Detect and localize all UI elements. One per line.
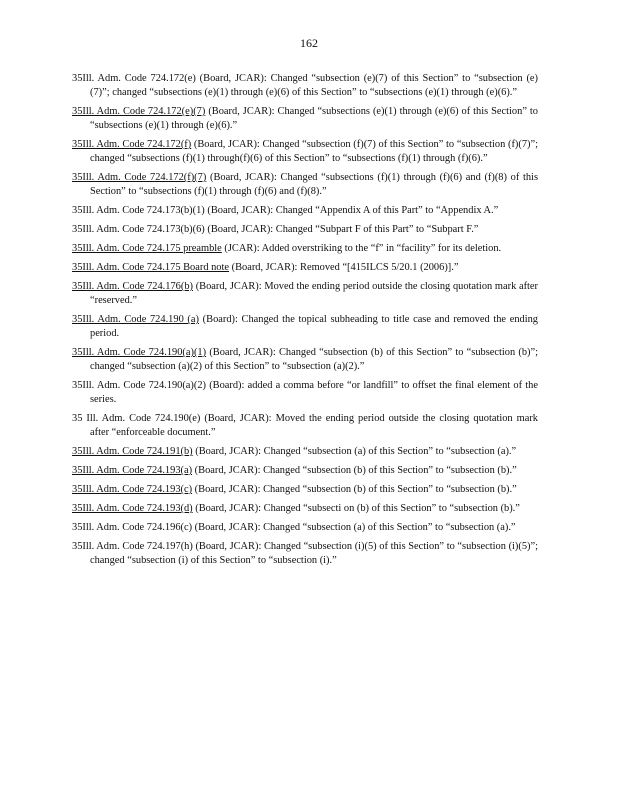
- list-item: [72, 72, 538, 100]
- page-number: 162: [300, 36, 318, 50]
- entry-text: (Board, JCAR): Changed “subsection (b) of this Section” to “subsection (b).”: [194, 484, 517, 495]
- entry-text: (Board, JCAR): Changed “subsection (b) of this Section” to “subsection (b)”; changed “subsection (a)(2) of this Section” to “subsection (a)(2).”: [90, 347, 538, 372]
- list-item: [72, 540, 538, 568]
- entry-citation: 35Ill. Adm. Code 724.196(c): [72, 522, 193, 533]
- list-item: [72, 280, 538, 308]
- entry-text: (Board, JCAR): Changed “subsections (e)(1) through (e)(6) of this Section” to “subsections (e)(1) through (e)(6).”: [90, 106, 539, 131]
- entry-citation: 35Ill. Adm. Code 724.197(h): [72, 541, 193, 552]
- entry-text: (Board, JCAR): Moved the ending period outside the closing quotation mark after “reserved.”: [90, 281, 539, 306]
- entry-citation: 35Ill. Adm. Code 724.172(e)(7): [72, 106, 206, 117]
- entry-text: (Board, JCAR): Changed “subsections (f)(1) through (f)(6) and (f)(8) of this Section” to “subsections (f)(1) through (f)(6) and (f)(8).”: [90, 172, 538, 197]
- list-item: [72, 464, 538, 478]
- list-item: [72, 105, 538, 133]
- entry-text: (Board, JCAR): Changed “subsection (e)(7) of this Section” to “subsection (e)(7)”; changed “subsections (e)(1) through (e)(6) of this Section” to “subsections (e)(1) through (e)(6).”: [90, 73, 538, 98]
- entry-text: (Board): Changed the topical subheading to title case and removed the ending period.: [90, 314, 538, 339]
- list-item: [72, 242, 538, 256]
- entry-text: (Board, JCAR): Moved the ending period outside the closing quotation mark after “enforceable document.”: [90, 413, 538, 438]
- entry-citation: 35Ill. Adm. Code 724.175 Board note: [72, 262, 230, 273]
- list-item: [72, 171, 538, 199]
- entry-text: (Board, JCAR): Changed “subsection (f)(7) of this Section” to “subsection (f)(7)”; changed “subsections (f)(1) through(f)(6) of this Section” to “subsections (f)(1) through (f)(6).”: [90, 139, 538, 164]
- list-item: [72, 502, 538, 516]
- entry-citation: 35Ill. Adm. Code 724.193(a): [72, 465, 193, 476]
- entry-citation: 35Ill. Adm. Code 724.172(f)(7): [72, 172, 207, 183]
- entry-text: (Board, JCAR): Changed “subsection (b) of this Section” to “subsection (b).”: [194, 465, 517, 476]
- list-item: [72, 412, 538, 440]
- entry-citation: 35Ill. Adm. Code 724.190(a)(2): [72, 380, 206, 391]
- list-item: [72, 445, 538, 459]
- list-item: [72, 521, 538, 535]
- list-item: [72, 138, 538, 166]
- entry-citation: 35Ill. Adm. Code 724.173(b)(6): [72, 224, 205, 235]
- entry-text: (Board): added a comma before “or landfill” to offset the final element of the series.: [90, 380, 538, 405]
- entry-text: (Board, JCAR): Changed “Subpart F of this Part” to “Subpart F.”: [207, 224, 479, 235]
- entry-text: (Board, JCAR): Changed “Appendix A of this Part” to “Appendix A.”: [207, 205, 499, 216]
- entry-citation: 35Ill. Adm. Code 724.173(b)(1): [72, 205, 205, 216]
- list-item: [72, 483, 538, 497]
- list-item: [72, 223, 538, 237]
- entry-citation: 35Ill. Adm. Code 724.193(d): [72, 503, 193, 514]
- entry-citation: 35Ill. Adm. Code 724.190 (a): [72, 314, 199, 325]
- entry-citation: 35Ill. Adm. Code 724.172(f): [72, 139, 192, 150]
- entry-text: (Board, JCAR): Changed “subsecti on (b) of this Section” to “subsection (b).”: [195, 503, 520, 514]
- entry-citation: 35Ill. Adm. Code 724.191(b): [72, 446, 193, 457]
- list-item: [72, 204, 538, 218]
- entry-text: (Board, JCAR): Changed “subsection (a) of this Section” to “subsection (a).”: [195, 446, 517, 457]
- entry-citation: 35Ill. Adm. Code 724.190(a)(1): [72, 347, 207, 358]
- entry-text: (Board, JCAR): Changed “subsection (i)(5) of this Section” to “subsection (i)(5)”; changed “subsection (i) of this Section” to “subsection (i).”: [90, 541, 538, 566]
- entry-citation: 35Ill. Adm. Code 724.172(e): [72, 73, 196, 84]
- entry-text: (JCAR): Added overstriking to the “f” in “facility” for its deletion.: [224, 243, 502, 254]
- amendment-list: [72, 72, 538, 573]
- entry-citation: 35Ill. Adm. Code 724.175 preamble: [72, 243, 222, 254]
- entry-citation: 35Ill. Adm. Code 724.176(b): [72, 281, 193, 292]
- list-item: [72, 379, 538, 407]
- list-item: [72, 261, 538, 275]
- entry-text: (Board, JCAR): Changed “subsection (a) of this Section” to “subsection (a).”: [194, 522, 516, 533]
- list-item: [72, 346, 538, 374]
- entry-citation: 35 Ill. Adm. Code 724.190(e): [72, 413, 201, 424]
- entry-text: (Board, JCAR): Removed “[415ILCS 5/20.1 (2006)].”: [231, 262, 459, 273]
- entry-citation: 35Ill. Adm. Code 724.193(c): [72, 484, 193, 495]
- list-item: [72, 313, 538, 341]
